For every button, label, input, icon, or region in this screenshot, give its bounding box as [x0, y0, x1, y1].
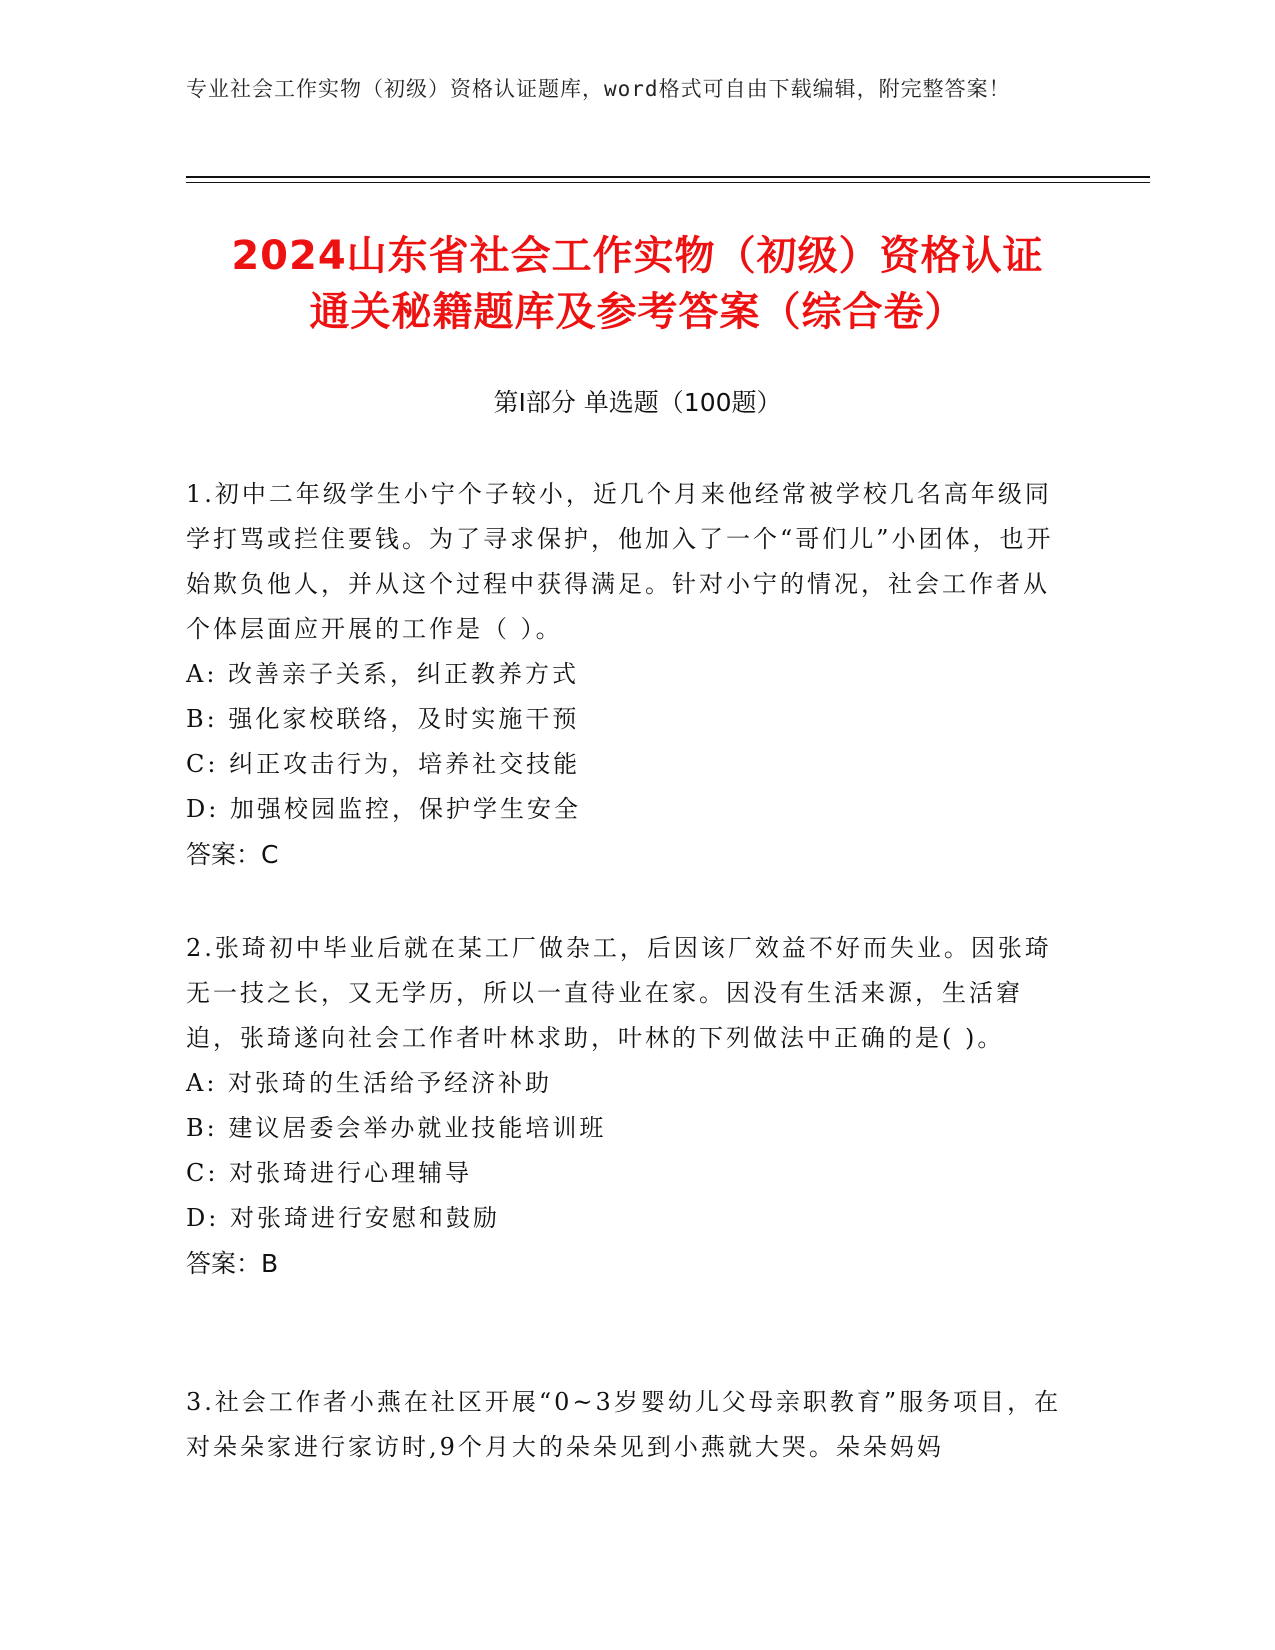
header-rule-thick [186, 176, 1150, 178]
document-title-line-2: 通关秘籍题库及参考答案（综合卷） [309, 289, 966, 335]
option-d: D: 对张琦进行安慰和鼓励 [186, 1204, 500, 1232]
option-a: A: 改善亲子关系，纠正教养方式 [186, 660, 580, 688]
question-1 [186, 472, 1066, 878]
option-d: D: 加强校园监控，保护学生安全 [186, 795, 581, 823]
option-b: B: 建议居委会举办就业技能培训班 [186, 1114, 607, 1142]
section-title: 第Ⅰ部分 单选题（100题） [493, 388, 782, 417]
document-title [150, 228, 1125, 340]
answer-label: 答案：B [186, 1249, 279, 1278]
question-stem: 3.社会工作者小燕在社区开展“0~3岁婴幼儿父母亲职教育”服务项目，在对朵朵家进行家访时,9个月大的朵朵见到小燕就大哭。朵朵妈妈 [186, 1388, 1062, 1461]
option-b: B: 强化家校联络，及时实施干预 [186, 705, 580, 733]
question-3 [186, 1380, 1066, 1470]
option-a: A: 对张琦的生活给予经济补助 [186, 1069, 553, 1097]
question-2 [186, 926, 1066, 1287]
header-note: 专业社会工作实物（初级）资格认证题库，word格式可自由下载编辑，附完整答案！ [186, 77, 1011, 101]
answer-label: 答案：C [186, 840, 279, 869]
option-c: C: 纠正攻击行为，培养社交技能 [186, 750, 581, 778]
option-c: C: 对张琦进行心理辅导 [186, 1159, 473, 1187]
document-title-line-1: 2024山东省社会工作实物（初级）资格认证 [231, 233, 1044, 279]
question-stem: 2.张琦初中毕业后就在某工厂做杂工，后因该厂效益不好而失业。因张琦无一技之长，又无学历，所以一直待业在家。因没有生活来源，生活窘迫，张琦遂向社会工作者叶林求助，叶林的下列做法中正确的是( )。 [186, 934, 1052, 1052]
header-rule-thin [186, 182, 1150, 183]
question-stem: 1.初中二年级学生小宁个子较小，近几个月来他经常被学校几名高年级同学打骂或拦住要钱。为了寻求保护，他加入了一个“哥们儿”小团体，也开始欺负他人，并从这个过程中获得满足。针对小宁的情况，社会工作者从个体层面应开展的工作是（ ）。 [186, 480, 1054, 643]
